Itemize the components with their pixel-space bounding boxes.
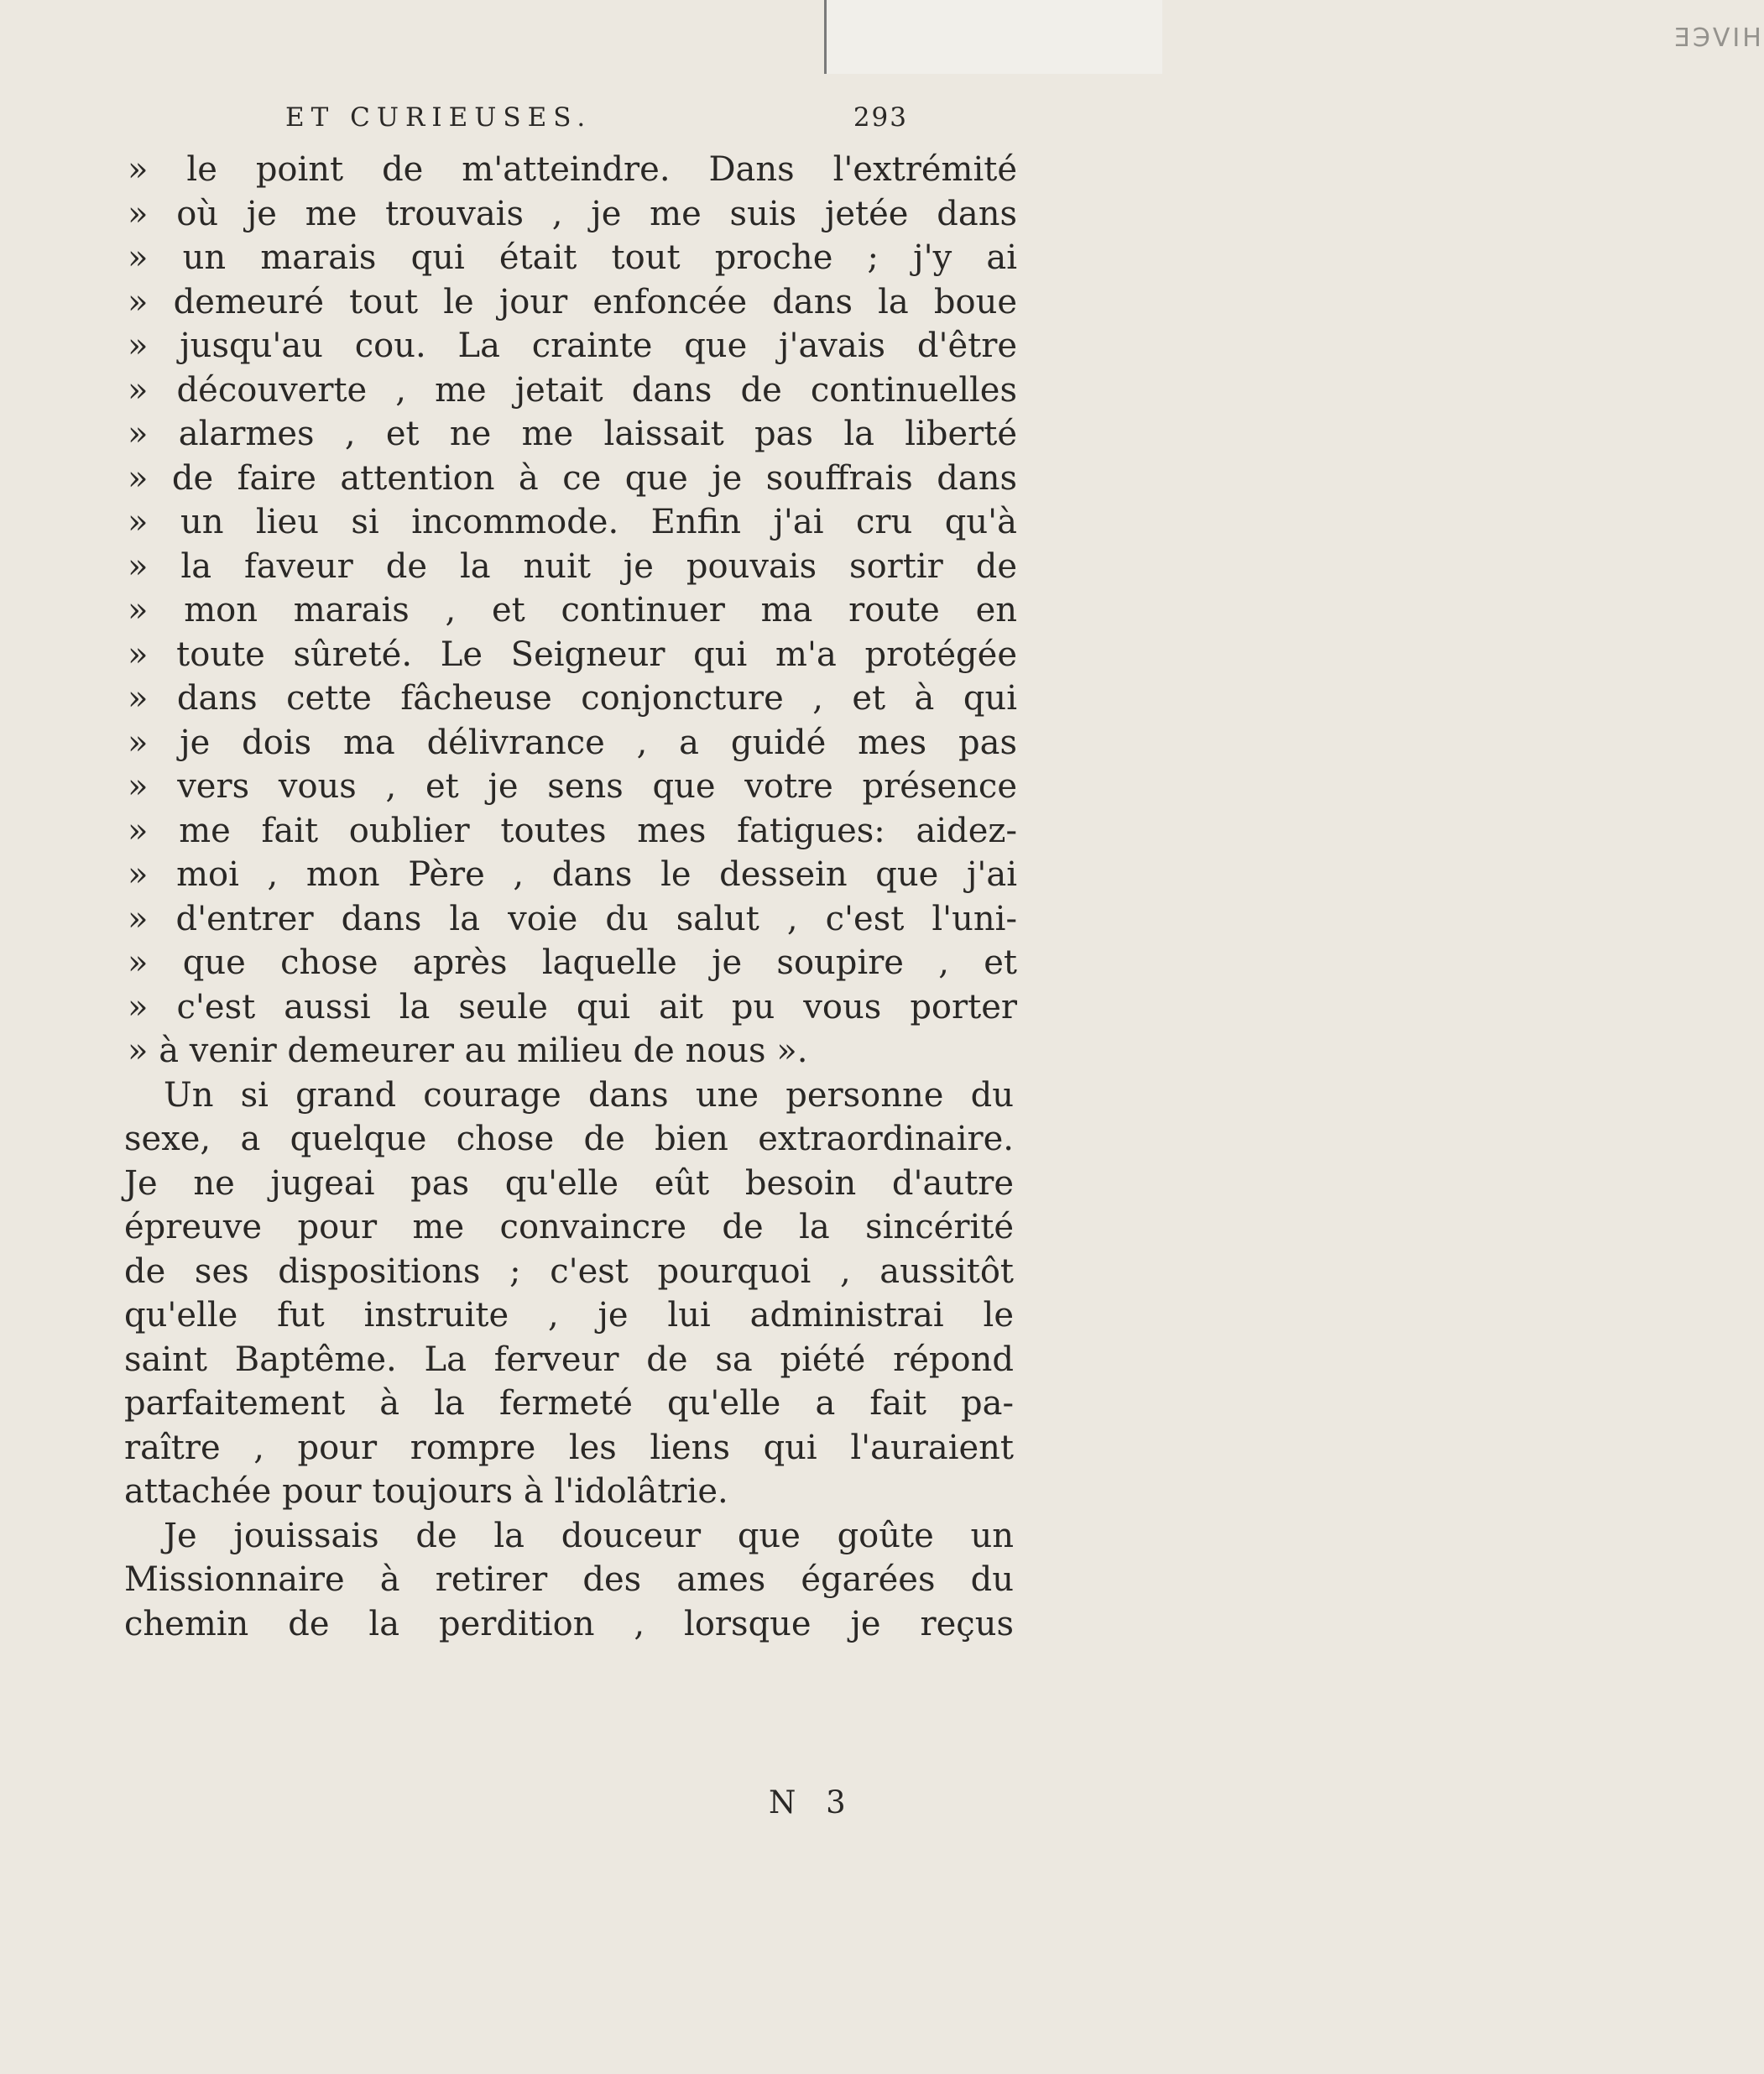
text-line: qu'elle fut instruite , je lui administrai le xyxy=(124,1296,1014,1335)
text-line: » je dois ma délivrance , a guidé mes pas xyxy=(128,724,1017,762)
text-line: de ses dispositions ; c'est pourquoi , aussitôt xyxy=(124,1252,1014,1291)
text-line: » demeuré tout le jour enfoncée dans la boue xyxy=(128,283,1017,321)
text-line: » toute sûreté. Le Seigneur qui m'a protégée xyxy=(128,635,1017,674)
text-line: » dans cette fâcheuse conjoncture , et à qui xyxy=(128,679,1017,718)
text-line: » de faire attention à ce que je souffrais dans xyxy=(128,459,1017,498)
text-line: » me fait oublier toutes mes fatigues: aidez- xyxy=(128,812,1017,850)
text-line: sexe, a quelque chose de bien extraordinaire. xyxy=(124,1120,1014,1158)
text-line: » jusqu'au cou. La crainte que j'avais d'être xyxy=(128,327,1017,365)
text-line: » alarmes , et ne me laissait pas la liberté xyxy=(128,415,1017,453)
library-stamp-label xyxy=(824,0,1764,74)
text-line: » vers vous , et je sens que votre présence xyxy=(128,767,1017,806)
text-line: » à venir demeurer au milieu de nous ». xyxy=(128,1032,808,1070)
text-line: Missionnaire à retirer des ames égarées du xyxy=(124,1560,1014,1599)
stamp-text: ƎЭVIH xyxy=(1674,24,1764,53)
text-line: » mon marais , et continuer ma route en xyxy=(128,591,1017,630)
page-header xyxy=(285,102,906,146)
text-line: » où je me trouvais , je me suis jetée dans xyxy=(128,195,1017,233)
text-line: Un si grand courage dans une personne du xyxy=(164,1076,1014,1115)
text-line: » moi , mon Père , dans le dessein que j'ai xyxy=(128,855,1017,894)
signature-mark: N 3 xyxy=(769,1784,856,1821)
text-line: parfaitement à la fermeté qu'elle a fait pa- xyxy=(124,1384,1014,1423)
text-line: saint Baptême. La ferveur de sa piété répond xyxy=(124,1340,1014,1379)
text-line: chemin de la perdition , lorsque je reçus xyxy=(124,1605,1014,1643)
text-line: épreuve pour me convaincre de la sincérité xyxy=(124,1208,1014,1246)
text-line: » découverte , me jetait dans de continuelles xyxy=(128,371,1017,410)
text-line: Je jouissais de la douceur que goûte un xyxy=(164,1517,1014,1555)
running-title: ET CURIEUSES. xyxy=(285,102,592,133)
text-line: » le point de m'atteindre. Dans l'extrémité xyxy=(128,150,1017,189)
text-line: » un lieu si incommode. Enfin j'ai cru qu'à xyxy=(128,503,1017,541)
text-line: » d'entrer dans la voie du salut , c'est l'uni- xyxy=(128,900,1017,938)
text-line: attachée pour toujours à l'idolâtrie. xyxy=(124,1472,728,1511)
text-line: raître , pour rompre les liens qui l'auraient xyxy=(124,1429,1014,1467)
text-line: » c'est aussi la seule qui ait pu vous porter xyxy=(128,988,1017,1027)
text-line: » un marais qui était tout proche ; j'y ai xyxy=(128,238,1017,277)
page-number: 293 xyxy=(853,102,908,133)
text-line: Je ne jugeai pas qu'elle eût besoin d'autre xyxy=(124,1164,1014,1203)
text-line: » la faveur de la nuit je pouvais sortir de xyxy=(128,547,1017,586)
text-line: » que chose après laquelle je soupire , et xyxy=(128,943,1017,982)
